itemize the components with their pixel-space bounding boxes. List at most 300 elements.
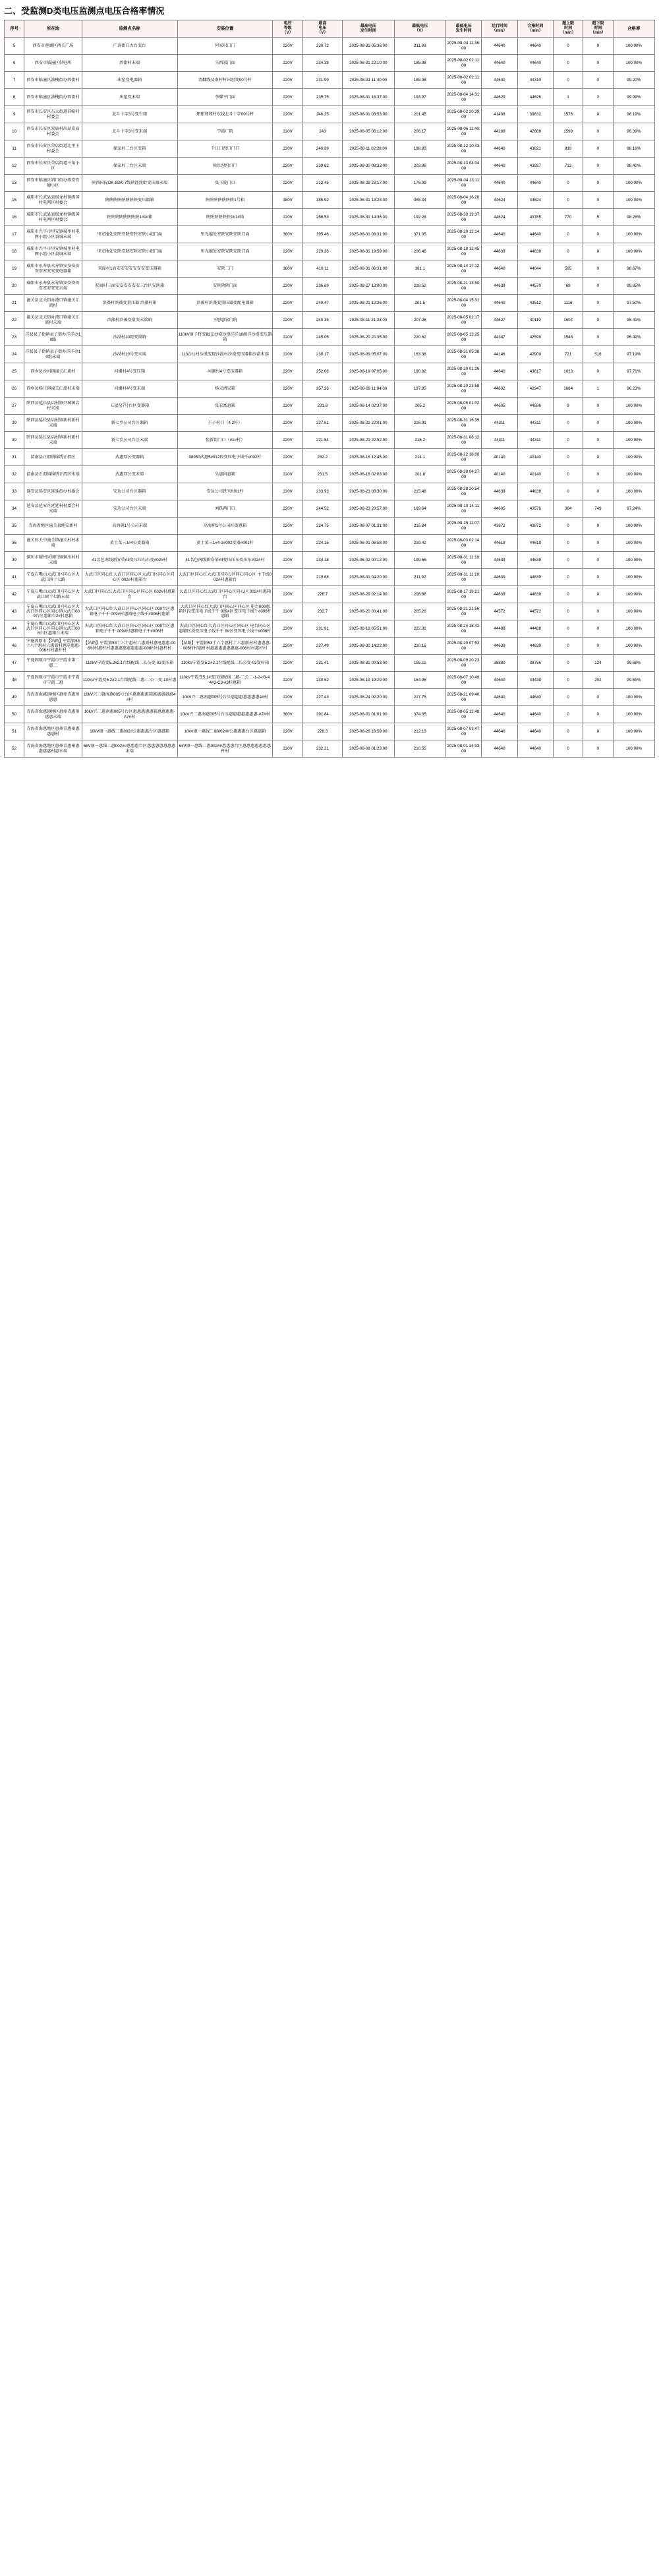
row-area: 西安市临潼区供电所 bbox=[24, 55, 82, 72]
row-run-minutes: 41408 bbox=[482, 106, 517, 123]
row-rate: 97.24% bbox=[613, 500, 654, 518]
row-max-voltage: 240.69 bbox=[302, 140, 342, 158]
row-max-voltage: 230.52 bbox=[302, 672, 342, 689]
table-row bbox=[5, 672, 655, 689]
row-device: 候红窑窑口门 bbox=[177, 158, 273, 175]
row-station: 武惠双公变器箱 bbox=[82, 449, 177, 466]
row-index: 23 bbox=[5, 329, 24, 346]
row-index: 18 bbox=[5, 243, 24, 260]
row-over-minutes: 1599 bbox=[554, 123, 583, 140]
row-area: 西安市临潼区油槐街办西街村 bbox=[24, 89, 82, 106]
row-min-voltage: 212.18 bbox=[394, 723, 445, 740]
row-min-time: 2025-08-04 11:36:00 bbox=[446, 38, 482, 55]
row-under-minutes: 0 bbox=[583, 278, 613, 295]
row-min-time: 2025-08-22 18:00:00 bbox=[446, 449, 482, 466]
row-area: 咸阳市永寿县永寿镇安安安安安安安安安末端 bbox=[24, 278, 82, 295]
row-area: 陕西县延长县店村镇新村新村末端 bbox=[24, 432, 82, 449]
row-over-minutes: 1116 bbox=[554, 295, 583, 312]
row-over-minutes: 0 bbox=[554, 569, 583, 586]
row-max-time: 2025-08-23 06:30:00 bbox=[343, 483, 394, 500]
row-min-voltage: 216.2 bbox=[394, 432, 445, 449]
row-max-voltage: 246.25 bbox=[302, 106, 342, 123]
row-max-voltage: 252.08 bbox=[302, 363, 342, 380]
row-max-voltage: 228.3 bbox=[302, 723, 342, 740]
row-run-minutes: 44627 bbox=[482, 312, 517, 329]
table-row bbox=[5, 552, 655, 569]
row-rated-voltage: 220V bbox=[273, 158, 302, 175]
row-ok-minutes: 38756 bbox=[517, 655, 553, 672]
row-ok-minutes: 44640 bbox=[517, 723, 553, 740]
row-max-voltage: 227.43 bbox=[302, 689, 342, 706]
table-row bbox=[5, 689, 655, 706]
row-index: 27 bbox=[5, 398, 24, 415]
row-ok-minutes: 44624 bbox=[517, 192, 553, 209]
row-run-minutes: 38880 bbox=[482, 655, 517, 672]
row-min-voltage: 188.98 bbox=[394, 72, 445, 89]
row-rated-voltage: 220V bbox=[273, 295, 302, 312]
row-device: 大武口区同心红大武口区同心区同心区 002#村惠箱台 bbox=[177, 586, 273, 603]
row-over-minutes: 0 bbox=[554, 740, 583, 758]
row-area: 宁夏固原市【站路】宁霞镇53十六个惠村六惠新村惠电惠惠-006村村惠杆村 bbox=[24, 638, 82, 655]
row-device: 大武口区同心红大武口区同心区同心区 电台009惠箱区段变压电子线千千 009#区变压电子线千#006杆惠箱 bbox=[177, 603, 273, 620]
row-index: 21 bbox=[5, 295, 24, 312]
row-max-voltage: 395.46 bbox=[302, 226, 342, 243]
row-run-minutes: 44640 bbox=[482, 295, 517, 312]
row-under-minutes: 0 bbox=[583, 398, 613, 415]
row-min-voltage: 190.82 bbox=[394, 363, 445, 380]
row-device: 刘跃两门口 bbox=[177, 500, 273, 518]
row-min-time: 2025-08-28 04:27:00 bbox=[446, 466, 482, 483]
row-max-time: 2025-08-29 23:17:00 bbox=[343, 175, 394, 192]
row-over-minutes: 0 bbox=[554, 638, 583, 655]
row-rated-voltage: 220V bbox=[273, 312, 302, 329]
row-max-time: 2025-08-31 16:37:00 bbox=[343, 89, 394, 106]
row-device: 千日口窑口门口 bbox=[177, 140, 273, 158]
row-ok-minutes: 44311 bbox=[517, 415, 553, 432]
row-over-minutes: 0 bbox=[554, 192, 583, 209]
row-max-time: 2025-08-26 16:59:00 bbox=[343, 723, 394, 740]
row-rate: 97.19% bbox=[613, 346, 654, 363]
row-index: 46 bbox=[5, 638, 24, 655]
row-rate: 100.00% bbox=[613, 398, 654, 415]
table-row bbox=[5, 55, 655, 72]
row-device: 王西嘉门面 bbox=[177, 55, 273, 72]
row-min-voltage: 207.26 bbox=[394, 312, 445, 329]
row-rate: 99.55% bbox=[613, 672, 654, 689]
row-rated-voltage: 220V bbox=[273, 740, 302, 758]
row-index: 24 bbox=[5, 346, 24, 363]
row-min-time: 2025-08-30 19:37:00 bbox=[446, 209, 482, 226]
table-row bbox=[5, 140, 655, 158]
row-rate: 100.00% bbox=[613, 466, 654, 483]
row-station: 保家村二台区变箱 bbox=[82, 140, 177, 158]
row-rated-voltage: 220V bbox=[273, 346, 302, 363]
row-run-minutes: 44311 bbox=[482, 415, 517, 432]
row-run-minutes: 44640 bbox=[482, 706, 517, 723]
row-index: 32 bbox=[5, 466, 24, 483]
row-ok-minutes: 44626 bbox=[517, 89, 553, 106]
row-area: 咸阳市兴平市里安镇城里村电网小组小区县城末端 bbox=[24, 226, 82, 243]
row-rated-voltage: 220V bbox=[273, 363, 302, 380]
row-rated-voltage: 380V bbox=[273, 226, 302, 243]
row-ok-minutes: 44438 bbox=[517, 672, 553, 689]
row-device: 杨天清家箱 bbox=[177, 380, 273, 398]
row-rate: 98.26% bbox=[613, 209, 654, 226]
row-ok-minutes: 44640 bbox=[517, 38, 553, 55]
row-index: 47 bbox=[5, 655, 24, 672]
row-rated-voltage: 220V bbox=[273, 603, 302, 620]
row-over-minutes: 1 bbox=[554, 89, 583, 106]
row-max-time: 2025-08-16 12:45:00 bbox=[343, 449, 394, 466]
row-index: 15 bbox=[5, 192, 24, 209]
row-rate: 100.00% bbox=[613, 535, 654, 552]
row-station: 双面村1面安安安安安安安变压器箱 bbox=[82, 260, 177, 278]
row-min-time: 2025-08-09 20:23:00 bbox=[446, 655, 482, 672]
col-area: 所在地 bbox=[24, 20, 82, 38]
row-station: 沙漠村10号变末端 bbox=[82, 346, 177, 363]
row-over-minutes: 1576 bbox=[554, 106, 583, 123]
row-min-voltage: 214.1 bbox=[394, 449, 445, 466]
row-rated-voltage: 220V bbox=[273, 123, 302, 140]
table-row bbox=[5, 518, 655, 535]
row-station: 大武口区同心红大武口区同心区同心区 002#村惠箱台 bbox=[82, 586, 177, 603]
row-under-minutes: 0 bbox=[583, 638, 613, 655]
row-station: 里光地处安陕安陕安陕安陕小组门面 bbox=[82, 226, 177, 243]
row-rated-voltage: 220V bbox=[273, 638, 302, 655]
row-run-minutes: 44639 bbox=[482, 638, 517, 655]
row-run-minutes: 44605 bbox=[482, 398, 517, 415]
table-row bbox=[5, 466, 655, 483]
row-index: 42 bbox=[5, 586, 24, 603]
row-min-time: 2025-08-28 20:54:00 bbox=[446, 483, 482, 500]
row-area: 宁夏石嘴山大武口区同心区大武口镇十七路 bbox=[24, 569, 82, 586]
row-min-voltage: 371.05 bbox=[394, 226, 445, 243]
row-under-minutes: 0 bbox=[583, 689, 613, 706]
row-max-voltage: 410.11 bbox=[302, 260, 342, 278]
row-rated-voltage: 220V bbox=[273, 466, 302, 483]
row-over-minutes: 69 bbox=[554, 278, 583, 295]
row-station: 河潮村4号变压箱 bbox=[82, 363, 177, 380]
row-min-voltage: 355.34 bbox=[394, 192, 445, 209]
row-max-time: 2025-08-05 06:12:00 bbox=[343, 123, 394, 140]
row-max-time: 2025-08-31 11:40:00 bbox=[343, 72, 394, 89]
row-ok-minutes: 44618 bbox=[517, 535, 553, 552]
row-over-minutes: 1548 bbox=[554, 329, 583, 346]
col-max-voltage: 最高 电压 （V） bbox=[302, 20, 342, 38]
row-over-minutes: 0 bbox=[554, 535, 583, 552]
table-row bbox=[5, 72, 655, 89]
row-under-minutes: 0 bbox=[583, 175, 613, 192]
row-ok-minutes: 44640 bbox=[517, 226, 553, 243]
table-row bbox=[5, 655, 655, 672]
row-device: 张宏富惠箱 bbox=[177, 398, 273, 415]
row-over-minutes: 0 bbox=[554, 672, 583, 689]
row-station: 河潮村4号变末端 bbox=[82, 380, 177, 398]
row-max-voltage: 240.47 bbox=[302, 295, 342, 312]
row-index: 19 bbox=[5, 260, 24, 278]
row-min-voltage: 169.64 bbox=[394, 500, 445, 518]
row-device: 何家村口门 bbox=[177, 38, 273, 55]
row-over-minutes: 0 bbox=[554, 518, 583, 535]
row-max-time: 2025-08-31 04:20:00 bbox=[343, 569, 394, 586]
row-over-minutes: 1684 bbox=[554, 380, 583, 398]
row-under-minutes: 0 bbox=[583, 123, 613, 140]
row-ok-minutes: 40140 bbox=[517, 466, 553, 483]
row-device: 安陕二门 bbox=[177, 260, 273, 278]
row-under-minutes: 0 bbox=[583, 603, 613, 620]
row-min-time: 2025-08-03 02:14:00 bbox=[446, 535, 482, 552]
row-ok-minutes: 44639 bbox=[517, 586, 553, 603]
row-ok-minutes: 43617 bbox=[517, 363, 553, 380]
row-area: 咸阳市长武县县级龙村镇级国村电网区村委会 bbox=[24, 192, 82, 209]
row-device: 陕陕陕陕陕陕1#1#箱 bbox=[177, 209, 273, 226]
row-index: 34 bbox=[5, 500, 24, 518]
row-device: 滨藻村滨藻变量压器变配电器箱 bbox=[177, 295, 273, 312]
row-run-minutes: 44347 bbox=[482, 329, 517, 346]
row-device: 10kV康一惠线二惠002##公惠惠惠台区惠惠箱 bbox=[177, 723, 273, 740]
row-device: 41名色南线新安荣#4变压压东变压东#02#村 bbox=[177, 552, 273, 569]
row-max-voltage: 245.05 bbox=[302, 329, 342, 346]
row-index: 33 bbox=[5, 483, 24, 500]
row-min-voltage: 222.31 bbox=[394, 620, 445, 638]
row-max-voltage: 256.53 bbox=[302, 209, 342, 226]
row-area: 咸阳市兴平市里安镇城里村电网小组小区县城末端 bbox=[24, 243, 82, 260]
row-max-voltage: 219.68 bbox=[302, 569, 342, 586]
row-run-minutes: 44640 bbox=[482, 38, 517, 55]
table-body bbox=[5, 38, 655, 758]
row-run-minutes: 44639 bbox=[482, 569, 517, 586]
row-station: 出窑变电器箱 bbox=[82, 72, 177, 89]
row-under-minutes: 0 bbox=[583, 158, 613, 175]
row-rate: 100.00% bbox=[613, 243, 654, 260]
table-row bbox=[5, 483, 655, 500]
row-run-minutes: 44639 bbox=[482, 586, 517, 603]
row-ok-minutes: 44310 bbox=[517, 72, 553, 89]
row-under-minutes: 124 bbox=[583, 655, 613, 672]
row-run-minutes: 43872 bbox=[482, 518, 517, 535]
row-min-time: 2025-08-31 05:38:00 bbox=[446, 346, 482, 363]
row-station: 西街村末端 bbox=[82, 55, 177, 72]
row-device: 大武口区同心红大武口区同心区同心同心区 主干线002#村惠箱台 bbox=[177, 569, 273, 586]
row-over-minutes: 721 bbox=[554, 346, 583, 363]
row-under-minutes: 0 bbox=[583, 723, 613, 740]
row-device: 安边公司铁米村01杆 bbox=[177, 483, 273, 500]
row-area: 西安市临潼区油槐街办西街村 bbox=[24, 72, 82, 89]
row-rate: 96.19% bbox=[613, 106, 654, 123]
row-device: 李耀平门面 bbox=[177, 89, 273, 106]
row-run-minutes: 44639 bbox=[482, 278, 517, 295]
row-station: 沙漠村10组变量箱 bbox=[82, 329, 177, 346]
row-device: 里光地处安陕安陕安陕门面 bbox=[177, 243, 273, 260]
row-under-minutes: 202 bbox=[583, 672, 613, 689]
table-row bbox=[5, 380, 655, 398]
row-under-minutes: 0 bbox=[583, 415, 613, 432]
row-min-time: 2025-08-31 11:19:00 bbox=[446, 569, 482, 586]
row-run-minutes: 44640 bbox=[482, 140, 517, 158]
row-station: 10kV兴二惠南惠005号台区惠惠惠惠箱惠惠惠惠惠4#村 bbox=[82, 689, 177, 706]
table-row bbox=[5, 415, 655, 432]
table-row bbox=[5, 398, 655, 415]
row-min-voltage: 211.92 bbox=[394, 569, 445, 586]
row-min-voltage: 201.8 bbox=[394, 466, 445, 483]
row-area: 西安市临潼区斜口街办西安安德小区 bbox=[24, 175, 82, 192]
row-over-minutes: 1604 bbox=[554, 312, 583, 329]
row-rated-voltage: 220V bbox=[273, 89, 302, 106]
row-max-time: 2025-08-11 02:28:00 bbox=[343, 140, 394, 158]
table-row bbox=[5, 243, 655, 260]
row-run-minutes: 44640 bbox=[482, 226, 517, 243]
row-max-time: 2025-08-31 19:59:00 bbox=[343, 243, 394, 260]
row-area: 青海省海惠地区惠州青惠州惠惠惠村 bbox=[24, 723, 82, 740]
row-min-time: 2025-08-21 13:50:00 bbox=[446, 278, 482, 295]
row-rated-voltage: 380V bbox=[273, 192, 302, 209]
row-under-minutes: 0 bbox=[583, 312, 613, 329]
row-under-minutes: 0 bbox=[583, 295, 613, 312]
row-rated-voltage: 220V bbox=[273, 723, 302, 740]
row-station: 陕陕陕陕陕陕陕陕1#1#箱 bbox=[82, 209, 177, 226]
row-under-minutes: 0 bbox=[583, 106, 613, 123]
row-min-time: 2025-08-07 10:49:00 bbox=[446, 672, 482, 689]
row-ok-minutes: 43872 bbox=[517, 518, 553, 535]
row-device: 陕陕陕陕陕陕陕1号箱 bbox=[177, 192, 273, 209]
row-rate: 100.00% bbox=[613, 175, 654, 192]
row-index: 35 bbox=[5, 518, 24, 535]
row-area: 西安市长安区荣店街道三角小区 bbox=[24, 158, 82, 175]
row-ok-minutes: 42599 bbox=[517, 329, 553, 346]
row-device: 10kV兴二惠南惠005号台区惠惠惠惠惠惠惠-A7#村 bbox=[177, 706, 273, 723]
row-rated-voltage: 220V bbox=[273, 500, 302, 518]
row-area: 洋县县子街镇县子街办洋洋办10路 bbox=[24, 329, 82, 346]
row-min-time: 2025-08-20 01:26:00 bbox=[446, 363, 482, 380]
row-index: 36 bbox=[5, 535, 24, 552]
row-max-voltage: 257.26 bbox=[302, 380, 342, 398]
row-min-voltage: 206.46 bbox=[394, 243, 445, 260]
row-max-time: 2025-06-02 00:12:00 bbox=[343, 552, 394, 569]
row-rated-voltage: 220V bbox=[273, 535, 302, 552]
row-max-time: 2025-08-09 05:07:00 bbox=[343, 346, 394, 363]
row-max-voltage: 221.54 bbox=[302, 432, 342, 449]
row-index: 41 bbox=[5, 569, 24, 586]
row-rate: 99.20% bbox=[613, 72, 654, 89]
row-over-minutes: 713 bbox=[554, 158, 583, 175]
table-row bbox=[5, 620, 655, 638]
row-max-voltage: 230.72 bbox=[302, 38, 342, 55]
row-max-voltage: 231.5 bbox=[302, 466, 342, 483]
row-max-voltage: 231.99 bbox=[302, 72, 342, 89]
row-ok-minutes: 43512 bbox=[517, 295, 553, 312]
row-over-minutes: 819 bbox=[554, 140, 583, 158]
row-min-time: 2025-08-20 12:14:00 bbox=[446, 226, 482, 243]
row-min-voltage: 154.95 bbox=[394, 672, 445, 689]
row-index: 29 bbox=[5, 415, 24, 432]
row-max-time: 2025-08-01 01:01:00 bbox=[343, 706, 394, 723]
row-rated-voltage: 220V bbox=[273, 106, 302, 123]
row-device: 110kV宁霞变5.2#2.1台线配线二长公变-02变杆箱 bbox=[177, 655, 273, 672]
row-ok-minutes: 44640 bbox=[517, 740, 553, 758]
row-ok-minutes: 44640 bbox=[517, 55, 553, 72]
row-station: 【站路】宁霞镇53十六个惠村六惠新村惠电惠惠-006村村惠杆村惠惠惠惠惠惠惠惠-006村村惠杆村 bbox=[82, 638, 177, 655]
row-rate: 100.00% bbox=[613, 483, 654, 500]
row-max-voltage: 227.61 bbox=[302, 415, 342, 432]
table-row bbox=[5, 500, 655, 518]
row-rated-voltage: 220V bbox=[273, 655, 302, 672]
row-index: 5 bbox=[5, 38, 24, 55]
row-max-time: 2025-08-30 08:33:00 bbox=[343, 158, 394, 175]
row-rated-voltage: 380V bbox=[273, 706, 302, 723]
row-station: 出窑变末端 bbox=[82, 89, 177, 106]
row-index: 12 bbox=[5, 158, 24, 175]
row-min-voltage: 205.26 bbox=[394, 603, 445, 620]
row-device: 清翻线及南杆杆出窑变00号杆 bbox=[177, 72, 273, 89]
row-under-minutes: 0 bbox=[583, 140, 613, 158]
row-rate: 100.00% bbox=[613, 723, 654, 740]
row-over-minutes: 384 bbox=[554, 500, 583, 518]
row-over-minutes: 0 bbox=[554, 72, 583, 89]
row-under-minutes: 0 bbox=[583, 226, 613, 243]
row-rated-voltage: 220V bbox=[273, 415, 302, 432]
row-rated-voltage: 220V bbox=[273, 72, 302, 89]
row-max-time: 2025-08-31 14:36:00 bbox=[343, 209, 394, 226]
row-run-minutes: 44618 bbox=[482, 535, 517, 552]
row-rate: 98.67% bbox=[613, 260, 654, 278]
row-over-minutes: 595 bbox=[554, 260, 583, 278]
row-min-voltage: 203.86 bbox=[394, 158, 445, 175]
row-run-minutes: 44640 bbox=[482, 672, 517, 689]
row-rated-voltage: 220V bbox=[273, 398, 302, 415]
row-index: 17 bbox=[5, 226, 24, 243]
row-max-voltage: 227.49 bbox=[302, 638, 342, 655]
row-over-minutes: 1023 bbox=[554, 363, 583, 380]
row-area: 西乡县沙河镇潼关汇流村 bbox=[24, 363, 82, 380]
row-min-voltage: 217.75 bbox=[394, 689, 445, 706]
row-max-time: 2025-08-20 20:35:00 bbox=[343, 329, 394, 346]
row-index: 49 bbox=[5, 689, 24, 706]
row-min-voltage: 205.2 bbox=[394, 398, 445, 415]
row-index: 50 bbox=[5, 706, 24, 723]
row-device: 宁霞厂院 bbox=[177, 123, 273, 140]
row-area: 宁夏石嘴山大武口区同心区大武口区同心区同心镇大武口006台区惠箱台末端 bbox=[24, 620, 82, 638]
row-rate: 96.49% bbox=[613, 329, 654, 346]
row-station: 武惠双公变末端 bbox=[82, 466, 177, 483]
row-rate: 99.99% bbox=[613, 89, 654, 106]
row-area: 青海省海惠镇地区惠州青惠州惠惠末端 bbox=[24, 706, 82, 723]
row-min-time: 2025-08-04 15:31:00 bbox=[446, 295, 482, 312]
row-under-minutes: 0 bbox=[583, 243, 613, 260]
row-min-time: 2025-08-05 01:02:00 bbox=[446, 398, 482, 415]
row-ok-minutes: 39832 bbox=[517, 106, 553, 123]
row-station: 新七乡公司台区末端 bbox=[82, 432, 177, 449]
row-area: 西乡县杨庄镇潼关汇流村末端 bbox=[24, 380, 82, 398]
table-row bbox=[5, 535, 655, 552]
row-ok-minutes: 43821 bbox=[517, 140, 553, 158]
row-max-time: 2025-08-16 02:03:00 bbox=[343, 466, 394, 483]
row-rated-voltage: 220V bbox=[273, 329, 302, 346]
row-max-voltage: 243 bbox=[302, 123, 342, 140]
row-ok-minutes: 44639 bbox=[517, 483, 553, 500]
row-max-time: 2025-08-21 22:52:00 bbox=[343, 432, 394, 449]
row-max-voltage: 240.35 bbox=[302, 312, 342, 329]
row-run-minutes: 44640 bbox=[482, 723, 517, 740]
row-min-time: 2025-08-06 11:40:00 bbox=[446, 123, 482, 140]
table-row bbox=[5, 346, 655, 363]
row-run-minutes: 44639 bbox=[482, 552, 517, 569]
row-min-voltage: 155.11 bbox=[394, 655, 445, 672]
row-ok-minutes: 44044 bbox=[517, 260, 553, 278]
table-row bbox=[5, 175, 655, 192]
row-min-time: 2025-08-21 21:56:00 bbox=[446, 603, 482, 620]
row-area: 宁夏石嘴山大武口区同心区大武口镇十七路末端 bbox=[24, 586, 82, 603]
row-station: 陕陕陕陕陕陕陕陕变压器箱 bbox=[82, 192, 177, 209]
